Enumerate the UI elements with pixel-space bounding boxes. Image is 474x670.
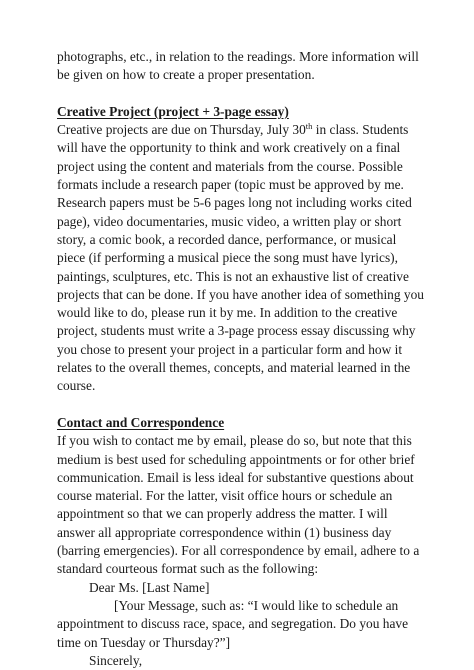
page-content xyxy=(57,48,425,670)
creative-project-line: would like to do, please run it by me. In addition to the creative xyxy=(57,305,398,321)
creative-project-line: story, a comic book, a recorded dance, performance, or musical xyxy=(57,231,397,247)
creative-project-line: page), video documentaries, music video, a written play or short xyxy=(57,213,402,229)
due-date-text: Creative projects are due on Thursday, July 30 xyxy=(57,122,306,138)
creative-project-first-line xyxy=(57,121,419,139)
creative-project-line: formats include a research paper (topic must be approved by me. xyxy=(57,177,404,193)
due-date-text-continued: in class. Students xyxy=(312,122,409,138)
intro-paragraph xyxy=(57,48,419,85)
contact-line: course material. For the latter, visit office hours or schedule an xyxy=(57,488,393,504)
creative-project-line: Research papers must be 5-6 pages long not including works cited xyxy=(57,195,412,211)
contact-line: communication. Email is less ideal for substantive questions about xyxy=(57,469,414,485)
creative-project-line: piece (if performing a musical piece the song must have lyrics), xyxy=(57,250,398,266)
creative-project-line: relates to the overall themes, concepts, and material learned in the xyxy=(57,360,411,376)
creative-project-line: projects that can be done. If you have another idea of something you xyxy=(57,286,425,302)
email-message-line: appointment to discuss race, space, and segregation. Do you have xyxy=(57,616,409,632)
contact-line: appointment so that we can properly address the matter. I will xyxy=(57,506,388,522)
intro-line: photographs, etc., in relation to the readings. More information will xyxy=(57,49,419,64)
contact-line: If you wish to contact me by email, please do so, but note that this xyxy=(57,433,412,449)
creative-project-heading: Creative Project (project + 3-page essay) xyxy=(57,103,289,119)
contact-heading: Contact and Correspondence xyxy=(57,414,225,430)
paragraph-spacer xyxy=(57,396,419,414)
contact-section xyxy=(57,414,419,670)
creative-project-line: project, students must write a 3-page process essay discussing why xyxy=(57,323,416,339)
contact-line: (barring emergencies). For all correspondence by email, adhere to a xyxy=(57,543,420,559)
ordinal-suffix: th xyxy=(305,121,313,132)
email-message-line: time on Tuesday or Thursday?”] xyxy=(57,634,231,650)
email-message-first-line: [Your Message, such as: “I would like to schedule an xyxy=(114,597,399,613)
email-closing: Sincerely, xyxy=(89,652,143,668)
creative-project-line: will have the opportunity to think and work creatively on a final xyxy=(57,140,401,156)
intro-line: be given on how to create a proper presentation. xyxy=(57,67,315,83)
contact-line: medium is best used for scheduling appointments or for other brief xyxy=(57,451,415,467)
creative-project-line: paintings, sculptures, etc. This is not an exhaustive list of creative xyxy=(57,268,409,284)
contact-line: answer all appropriate correspondence within (1) business day xyxy=(57,524,392,540)
creative-project-line: you chose to present your project in a particular form and how it xyxy=(57,341,403,357)
email-salutation: Dear Ms. [Last Name] xyxy=(89,579,210,595)
contact-line: standard courteous format such as the following: xyxy=(57,561,319,577)
creative-project-line: course. xyxy=(57,378,96,394)
paragraph-spacer xyxy=(57,85,419,103)
creative-project-section xyxy=(57,103,425,396)
creative-project-line: project using the content and materials from the course. Possible xyxy=(57,158,403,174)
